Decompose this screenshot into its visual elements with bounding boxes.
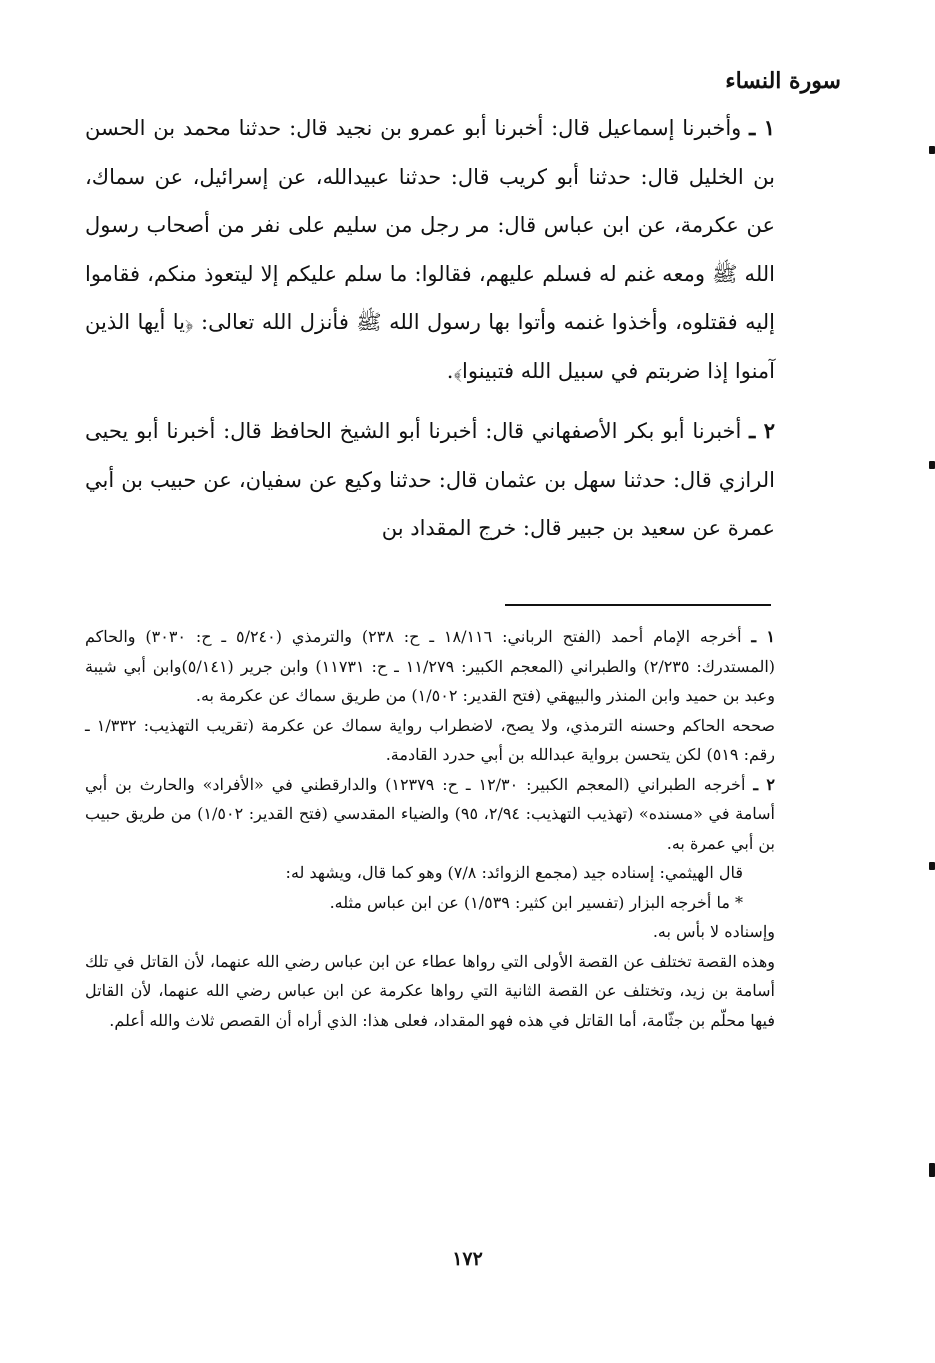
hadith-text: وأخبرنا إسماعيل قال: أخبرنا أبو عمرو بن نجيد قال: حدثنا محمد بن الحسن بن الخليل قال: حدثنا أبو كريب قال: حدثنا عبيدالله، عن إسرائيل، عن سماك، عن عكرمة، عن ابن عباس قال: مر رجل من سليم على نفر من أصحاب رسول الله ﷺ ومعه غنم له فسلم عليهم، فقالوا: ما سلم عليكم إلا ليتعوذ منكم، فقاموا إليه فقتلوه، وأخذوا غنمه وأتوا بها رسول الله ﷺ فأنزل الله تعالى: ﴿يا أيها الذين آمنوا إذا ضربتم في سبيل الله فتبينوا﴾.: [85, 116, 775, 383]
footnotes-block: [85, 622, 775, 1035]
hadith-text: أخبرنا أبو بكر الأصفهاني قال: أخبرنا أبو الشيخ الحافظ قال: أخبرنا أبو يحيى الرازي قال: حدثنا سهل بن عثمان قال: حدثنا وكيع عن سفيان، عن حبيب بن أبي عمرة عن سعيد بن جبير قال: خرج المقداد بن: [85, 419, 775, 540]
footnote-text: وهذه القصة تختلف عن القصة الأولى التي رواها عطاء عن ابن عباس رضي الله عنهما، لأن القاتل في تلك أسامة بن زيد، وتختلف عن القصة الثانية التي رواها عكرمة عن ابن عباس رضي الله عنهما، لأن القاتل فيها محلّم بن جثّامة، أما القاتل في هذه فهو المقداد، فعلى هذا: الذي أراه أن القصص ثلاث والله أعلم.: [85, 951, 776, 1030]
main-text-block: [85, 104, 775, 553]
hadith-paragraph-1: [85, 104, 775, 395]
footnote-text: * ما أخرجه البزار (تفسير ابن كثير: ١/٥٣٩) عن ابن عباس مثله.: [329, 892, 743, 912]
footnote-text: أخرجه الطبراني (المعجم الكبير: ١٢/٣٠ ـ ح: ١٢٣٧٩) والدارقطني في «الأفراد» والحارث بن أبي أسامة في «مسنده» (تهذيب التهذيب: ٢/٩٤، ٩٥) والضياء المقدسي (فتح القدير: ١/٥٠٢) من طريق حبيب بن أبي عمرة به.: [85, 774, 776, 853]
footnote-text: وإسناده لا بأس به.: [652, 922, 775, 941]
footnote-2-bazzar: [85, 888, 775, 918]
footnote-2-isnad: [85, 917, 775, 947]
footnote-number: ٢ ـ: [753, 774, 775, 794]
footnote-1-grading: [85, 711, 775, 770]
scan-edge-mark: [929, 461, 935, 469]
surah-running-header: سورة النساء: [725, 68, 841, 94]
hadith-number: ١ ـ: [749, 115, 775, 140]
scan-edge-mark: [929, 146, 935, 154]
footnote-2-commentary: [85, 947, 775, 1036]
footnote-number: ١ ـ: [751, 627, 775, 646]
hadith-number: ٢ ـ: [749, 418, 776, 443]
page-number: ١٧٢: [452, 1248, 483, 1270]
scan-edge-mark: [929, 862, 935, 870]
scan-edge-mark: [929, 1163, 935, 1177]
footnote-text: أخرجه الإمام أحمد (الفتح الرباني: ١٨/١١٦ ـ ح: ٢٣٨) والترمذي (٥/٢٤٠ ـ ح: ٣٠٣٠) والحاكم (المستدرك: ٢/٢٣٥) والطبراني (المعجم الكبير: ١١/٢٧٩ ـ ح: ١١٧٣١) وابن جرير (٥/١٤١)وابن أبي شيبة وعبد بن حميد وابن المنذر والبيهقي (فتح القدير: ١/٥٠٢) من طريق سماك عن عكرمة به.: [85, 627, 776, 705]
footnote-text: قال الهيثمي: إسناده جيد (مجمع الزوائد: ٧/٨) وهو كما قال، ويشهد له:: [285, 863, 743, 882]
footnote-text: صححه الحاكم وحسنه الترمذي، ولا يصح، لاضطراب رواية سماك عن عكرمة (تقريب التهذيب: ١/٣٣٢ ـ رقم: ٥١٩) لكن يتحسن برواية عبدالله بن أبي حدرد القادمة.: [85, 715, 775, 764]
hadith-paragraph-2: [85, 407, 775, 553]
footnote-separator-rule: [505, 604, 771, 606]
footnote-2: [85, 770, 775, 859]
footnote-2-haythami: [85, 858, 775, 888]
footnote-1: [85, 622, 775, 711]
